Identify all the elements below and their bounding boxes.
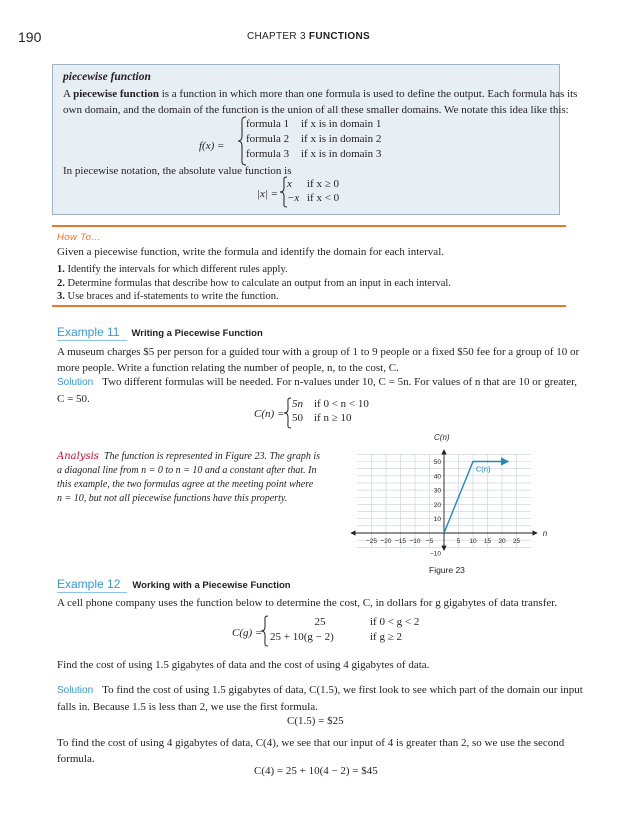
ex11-line2: more people. Write a function relating the number of people, n, to the cost, C. (57, 362, 399, 374)
cg-cond-1: if 0 < g < 2 (370, 616, 420, 628)
chapter-number: CHAPTER 3 (247, 31, 306, 42)
series-label: C(n) (475, 464, 491, 474)
example12-title: Working with a Piecewise Function (132, 580, 291, 591)
y-tick-label: 50 (433, 459, 441, 466)
x-tick-label: −20 (380, 538, 392, 545)
solution-label: Solution (57, 685, 94, 696)
example12-solution (57, 682, 583, 715)
y-tick-label: 10 (433, 516, 441, 524)
equation-c4: C(4) = 25 + 10(4 − 2) = $45 (254, 765, 378, 777)
example11-problem (57, 344, 579, 376)
ex11-line1: A museum charges $5 per person for a guided tour with a group of 1 to 9 people or a fixed $50 fee for a group of 10 or (57, 346, 580, 358)
y-axis-label: C(n) (434, 433, 450, 442)
cn-formula-1: 5n (292, 398, 303, 410)
x-tick-label: 25 (512, 538, 521, 545)
fx-label: f(x) = (199, 140, 225, 152)
example12-rule (57, 592, 127, 593)
x-tick-label: −25 (365, 538, 378, 545)
cn-formula-2: 50 (292, 412, 303, 424)
ex12-sol-line3: To find the cost of using 4 gigabytes of data, C(4), we see that our input of 4 is greater than 2, so we use the second (57, 737, 565, 749)
y-tick-label: 30 (433, 487, 441, 495)
def-text-line2: own domain, and the domain of the function is the union of all these smaller domains. We notate this idea like this: (63, 104, 569, 116)
ex11-sol-line1: Two different formulas will be needed. For n-values under 10, C = 5n. For values of n that are 10 or greater, (102, 376, 578, 388)
fx-cond-3: if x is in domain 3 (301, 148, 382, 160)
cn-cond-2: if n ≥ 10 (314, 412, 352, 424)
x-tick-label: −10 (409, 538, 421, 545)
analysis-line3: this example, the two formulas agree at the meeting point where (57, 479, 314, 490)
fx-formula-3: formula 3 (246, 148, 290, 160)
x-tick-label: 10 (469, 538, 477, 545)
fx-formula-1: formula 1 (246, 118, 290, 130)
example12-problem: A cell phone company uses the function below to determine the cost, C, in dollars for g gigabytes of data transfer. (57, 597, 558, 609)
analysis-line4: n = 10, but not all piecewise functions have this property. (57, 493, 288, 504)
def-text-pre: A (63, 88, 74, 100)
example12-heading (57, 575, 291, 593)
chapter-header (247, 31, 370, 42)
abs-formula-1: x (287, 178, 292, 190)
step-num: 3. (57, 291, 65, 302)
howto-step (57, 277, 451, 291)
fx-cond-2: if x is in domain 2 (301, 133, 382, 145)
step-text: Determine formulas that describe how to calculate an output from an input in each interval. (67, 277, 451, 289)
howto-bottom-rule (52, 305, 566, 307)
definition-text (63, 86, 578, 118)
analysis-text (57, 450, 337, 506)
y-tick-label: −10 (429, 550, 441, 558)
howto-label: How To... (57, 232, 101, 243)
step-text: Identify the intervals for which different rules apply. (67, 264, 288, 275)
figure-23-chart (340, 428, 548, 563)
def-text-post: is a function in which more than one formula is used to define the output. Each formula has its (158, 88, 578, 100)
abs-cond-2: if x < 0 (307, 192, 340, 204)
equation-c15: C(1.5) = $25 (287, 715, 344, 727)
ex12-sol-line1: To find the cost of using 1.5 gigabytes of data, C(1.5), we first look to see which part of the domain our input (102, 684, 583, 696)
cn-label: C(n) = (254, 408, 285, 420)
howto-intro: Given a piecewise function, write the formula and identify the domain for each interval. (57, 246, 444, 258)
ex12-sol-line4: formula. (57, 753, 95, 765)
example12-question: Find the cost of using 1.5 gigabytes of data and the cost of using 4 gigabytes of data. (57, 659, 430, 671)
definition-title: piecewise function (63, 71, 151, 83)
figure-caption: Figure 23 (429, 565, 465, 575)
cg-rows (270, 615, 419, 645)
cn-rows (292, 397, 369, 425)
step-num: 2. (57, 277, 65, 289)
ex11-sol-line2: C = 50. (57, 393, 90, 405)
abs-cond-1: if x ≥ 0 (307, 178, 340, 190)
howto-step (57, 263, 451, 277)
y-tick-label: 40 (433, 473, 441, 481)
def-term: piecewise function (73, 88, 159, 100)
definition-box (52, 64, 578, 215)
cg-brace (260, 615, 269, 647)
x-tick-label: 20 (498, 538, 506, 545)
cg-formula-2: 25 + 10(g − 2) (270, 631, 334, 643)
howto-step (57, 290, 451, 304)
fx-cond-1: if x is in domain 1 (301, 118, 382, 130)
chapter-title: FUNCTIONS (308, 31, 370, 42)
x-axis-label: n (542, 529, 548, 538)
analysis-line1: The function is represented in Figure 23. The graph is (103, 451, 321, 462)
example11-rule (57, 340, 127, 341)
fx-rows (246, 117, 546, 162)
example11-label: Example 11 (57, 325, 120, 339)
cn-brace (283, 397, 292, 429)
example12-label: Example 12 (57, 577, 121, 591)
x-tick-label: −5 (425, 538, 434, 545)
cg-label: C(g) = (232, 627, 263, 639)
step-num: 1. (57, 264, 65, 275)
example11-title: Writing a Piecewise Function (131, 328, 263, 339)
howto-steps (57, 263, 451, 304)
cg-cond-2: if g ≥ 2 (370, 631, 403, 643)
howto-top-rule (52, 225, 566, 227)
fx-formula-2: formula 2 (246, 133, 290, 145)
example11-heading (57, 323, 263, 341)
abs-label: |x| = (257, 188, 279, 200)
abs-intro: In piecewise notation, the absolute value function is (63, 165, 292, 177)
cg-formula-1: 25 (314, 616, 326, 628)
x-tick-label: 5 (456, 538, 461, 545)
page-number: 190 (18, 29, 42, 45)
cn-cond-1: if 0 < n < 10 (314, 398, 369, 410)
analysis-label: Analysis (57, 451, 99, 462)
abs-rows (287, 177, 339, 205)
x-tick-label: −15 (394, 538, 407, 545)
abs-formula-2: −x (287, 192, 300, 204)
analysis-line2: a diagonal line from n = 0 to n = 10 and a constant after that. In (57, 465, 317, 476)
y-tick-label: 20 (433, 501, 441, 509)
ex12-sol-line2: falls in. Because 1.5 is less than 2, we use the first formula. (57, 701, 318, 713)
x-tick-label: 15 (483, 538, 492, 545)
solution-label: Solution (57, 377, 94, 388)
step-text: Use braces and if-statements to write the function. (67, 291, 279, 302)
